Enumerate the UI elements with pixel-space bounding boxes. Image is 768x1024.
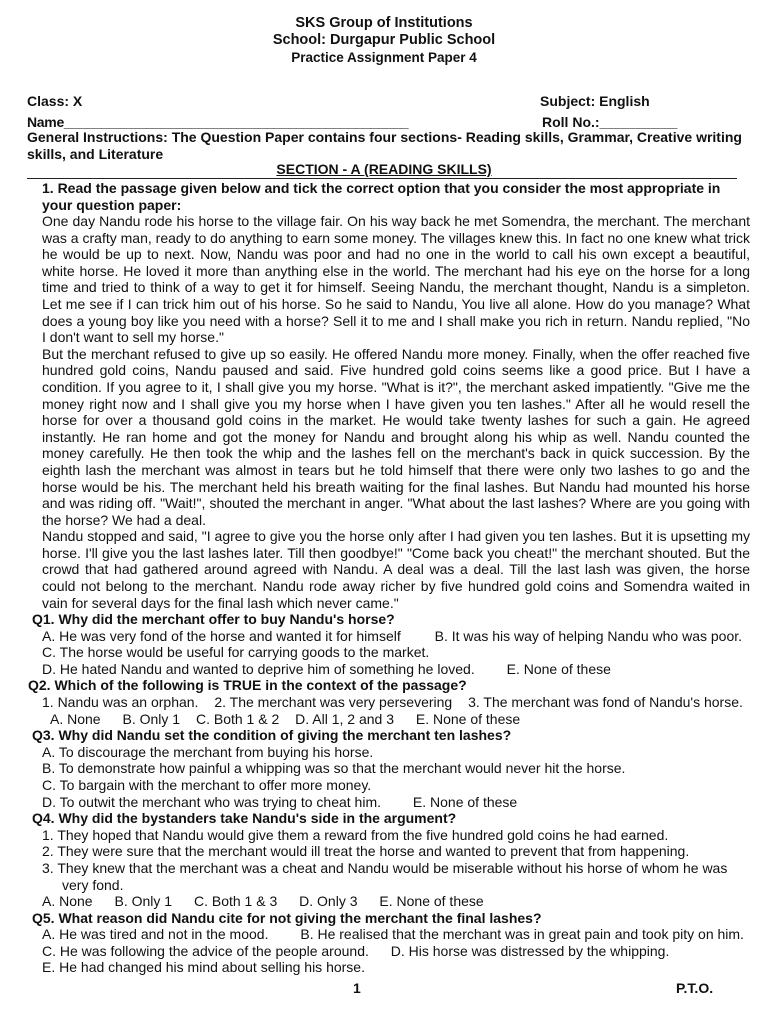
passage-instruction: 1. Read the passage given below and tick the correct option that you consider the most appropriate in your question paper: [42, 180, 721, 213]
q2-option-e: E. None of these [415, 710, 521, 727]
q1-options-row-3 [32, 661, 762, 678]
document-header [0, 15, 768, 66]
q2-statement-1: 1. Nandu was an orphan. [42, 693, 199, 710]
q5-options-row-2 [32, 943, 762, 960]
question-1: Q1. Why did the merchant offer to buy Nandu's horse? [32, 611, 395, 627]
q3-options-row-4 [32, 794, 762, 811]
q4-options [32, 893, 762, 910]
q4-option-e: E. None of these [379, 893, 484, 910]
q3-option-e: E. None of these [412, 793, 518, 810]
question-4: Q4. Why did the bystanders take Nandu's side in the argument? [32, 810, 457, 827]
q4-statement-3-continued: very fond. [62, 876, 124, 893]
q1-option-b: B. It was his way of helping Nandu who was poor. [434, 627, 743, 644]
passage-paragraph: One day Nandu rode his horse to the village fair. On his way back he met Somendra, the merchant. The merchant was a crafty man, ready to do anything to earn some money. The villages knew this. In fact no one knew what trick he would be up to next. Now, Nandu was poor and had no one in the world to call his own except a beautiful, white horse. He loved it more than anything else in the world. The merchant had his eye on the horse for a long time and tried to think of a way to get it for himself. Seeing Nandu, the merchant thought, Nandu is a simpleton. Let me see if I can trick him out of his horse. So he said to Nandu, You live all alone. How do you manage? What does a young boy like you need with a horse? Sell it to me and I shall make you rich in return. Nandu replied, "No I don't want to sell my horse." [42, 213, 750, 346]
subject-label: Subject: English [540, 93, 650, 109]
q1-option-d: D. He hated Nandu and wanted to deprive him of something he loved. [42, 660, 475, 677]
school-name: School: Durgapur Public School [272, 32, 496, 48]
q5-option-e: E. He had changed his mind about selling his horse. [42, 959, 365, 976]
q2-statement-3: 3. The merchant was fond of Nandu's horse. [468, 693, 743, 710]
questions-block [28, 611, 762, 976]
q5-options-row-1 [32, 926, 762, 943]
section-divider [27, 178, 737, 179]
q2-option-d: D. All 1, 2 and 3 [295, 710, 394, 727]
page-number: 1 [353, 980, 361, 996]
section-title: SECTION - A (READING SKILLS) [276, 161, 492, 177]
q4-statement-2: 2. They were sure that the merchant would ill treat the horse and wanted to prevent that from happening. [42, 843, 690, 860]
q4-option-d: D. Only 3 [299, 893, 358, 910]
q4-option-c: C. Both 1 & 3 [193, 893, 278, 910]
q4-option-a: A. None [42, 893, 93, 910]
q5-option-a: A. He was tired and not in the mood. [42, 926, 269, 943]
passage-paragraph: Nandu stopped and said, "I agree to give you the horse only after I had given you ten lashes. But it is upsetting my horse. I'll give you the last lashes later. Till then goodbye!" "Come back you cheat!" the merchant shouted. But the crowd that had gathered around agreed with Nandu. A deal was a deal. Till the last lash was given, the horse could not belong to the merchant. Nandu rode away richer by five hundred gold coins and Somendra waited in vain for several days for the final lash which never came." [42, 528, 750, 611]
institution-name: SKS Group of Institutions [295, 15, 473, 31]
class-label: Class: X [27, 93, 83, 109]
question-5: Q5. What reason did Nandu cite for not giving the merchant the final lashes? [32, 909, 542, 926]
q5-option-c: C. He was following the advice of the people around. [42, 942, 369, 959]
q2-option-a: A. None [50, 710, 101, 727]
general-instructions: General Instructions: The Question Paper contains four sections- Reading skills, Grammar, Creative writing skills, and Literature [27, 129, 742, 162]
q3-option-a: A. To discourage the merchant from buying his horse. [42, 743, 374, 760]
q4-statement-1: 1. They hoped that Nandu would give them a reward from the five hundred gold coins he had earned. [42, 826, 669, 843]
q4-statement-3: 3. They knew that the merchant was a cheat and Nandu would be miserable without his horse of whom he was [42, 859, 728, 876]
paper-title: Practice Assignment Paper 4 [291, 50, 477, 65]
q3-option-b: B. To demonstrate how painful a whipping was so that the merchant would never hit the horse. [42, 760, 626, 777]
passage-paragraph: But the merchant refused to give up so easily. He offered Nandu more money. Finally, when the offer reached five hundred gold coins, Nandu paused and said. Five hundred gold coins seems like a good price. But I have a condition. If you agree to it, I shall give you my horse. "What is it?", the merchant asked impatiently. "Give me the money right now and I shall give you my horse when I have given you ten lashes." After all he would resell the horse for over a thousand gold coins in the market. He would take twenty lashes for such a gain. He agreed instantly. He ran home and got the money for Nandu and brought along his whip as well. Nandu counted the money carefully. He then took the whip and the lashes fell on the merchant's back in quick succession. By the eighth lash the merchant was almost in tears but he told himself that there were only two lashes to go and the horse would be his. The merchant held his breath waiting for the final lashes. But Nandu had mounted his horse and was riding off. "Wait!", shouted the merchant in anger. "What about the last lashes? Where are you going with the horse? We had a deal. [42, 345, 750, 528]
q1-options-row-1 [32, 628, 762, 645]
roll-number-field: Roll No.:__________ [542, 114, 678, 130]
pto-label: P.T.O. [676, 980, 714, 996]
q2-options [32, 711, 762, 728]
q2-statements [32, 694, 762, 711]
reading-passage [42, 213, 750, 611]
q2-statement-2: 2. The merchant was very persevering [214, 693, 453, 710]
q1-option-c: C. The horse would be useful for carrying goods to the market. [42, 644, 430, 661]
section-heading [0, 161, 768, 177]
q1-option-a: A. He was very fond of the horse and wanted it for himself [42, 627, 401, 644]
q3-option-c: C. To bargain with the merchant to offer more money. [42, 776, 372, 793]
question-3: Q3. Why did Nandu set the condition of giving the merchant ten lashes? [32, 727, 512, 744]
q2-option-c: C. Both 1 & 2 [195, 710, 280, 727]
q4-option-b: B. Only 1 [114, 893, 173, 910]
q5-option-b: B. He realised that the merchant was in great pain and took pity on him. [300, 926, 744, 943]
question-2: Q2. Which of the following is TRUE in the context of the passage? [28, 677, 467, 694]
q1-option-e: E. None of these [506, 660, 611, 677]
q3-option-d: D. To outwit the merchant who was trying to cheat him. [42, 793, 382, 810]
name-field: Name______________________________________________ [27, 114, 409, 130]
q2-option-b: B. Only 1 [122, 710, 181, 727]
q5-option-d: D. His horse was distressed by the whipping. [390, 942, 670, 959]
